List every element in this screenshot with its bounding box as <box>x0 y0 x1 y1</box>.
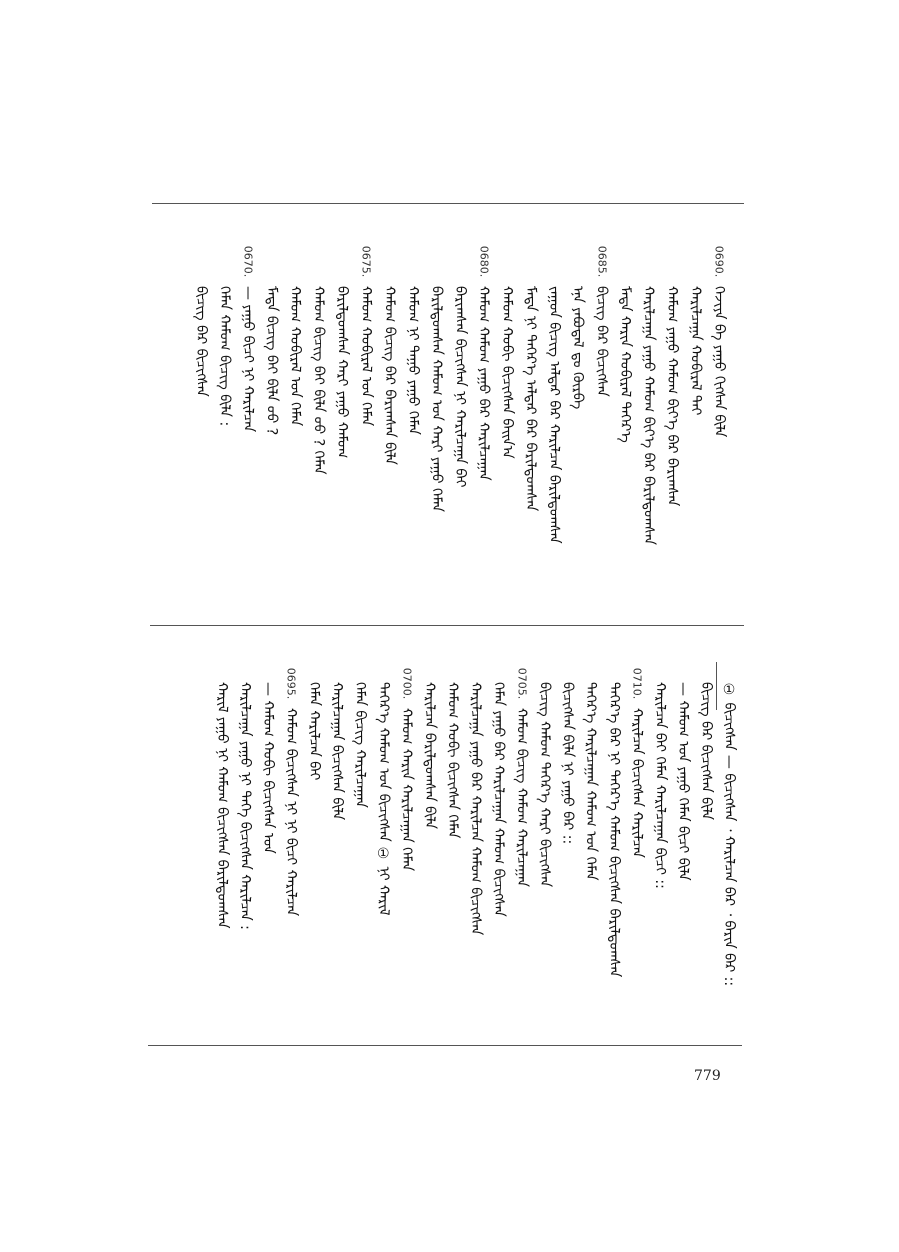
line-text: ᠮᠡᠳᠡ ᠪᠢᠴᠢᠭ ᠪᠠᠢ ᠪᠢᠯᠡ ᠦᠦ ? <box>263 286 280 436</box>
line-text: ᠬᠡᠮᠡᠨ ᠪᠢᠴᠢᠭ ᠬᠠᠷᠢᠯᠴᠠᠭᠠᠨ <box>352 682 369 808</box>
line-text: ᠬᠡᠮᠡᠨ ᠶᠠᠭᠤ ᠪᠡᠷ ᠬᠠᠷᠢᠯᠴᠠᠭᠠᠨ ᠬᠠᠮᠤᠭ ᠪᠢᠴᠢᠭᠰᠡᠨ <box>490 682 507 917</box>
line-text: ᠪᠠᠷᠢᠭᠰᠠᠨ ᠪᠢᠴᠢᠭᠰᠡᠨ ᠨᠢ ᠬᠠᠷᠢᠯᠴᠠᠭᠠ ᠪᠠᠢ <box>451 286 468 488</box>
line-number: 0690. <box>712 245 726 277</box>
line-text: ᠪᠢᠴᠢᠭ ᠬᠠᠮᠤᠭ ᠳᠡᠭᠡᠷ᠎ᠡ ᠬᠠᠷᠢ ᠪᠢᠴᠢᠭᠰᠡᠨ <box>536 682 553 888</box>
line-text: ᠬᠠᠮᠤᠭ ᠬᠠᠮᠤᠭ ᠶᠠᠭᠤ ᠪᠡᠷ ᠬᠠᠷᠢᠯᠴᠠᠭᠠᠨ <box>475 286 492 481</box>
line-text: ᠬᠠᠷᠢᠯᠴᠠᠭᠠ ᠬᠤᠪᠢᠷᠠᠯ ᠲᠠᠢ <box>687 286 704 416</box>
line-text: ᠬᠠᠷᠢᠯᠴᠠᠨ ᠪᠠᠷᠢᠯᠳᠤᠭᠰᠠᠨ ᠪᠢᠯᠡ <box>421 682 438 829</box>
line-text: — ᠬᠠᠮᠤᠭ ᠬᠤᠪᠢ ᠪᠢᠴᠢᠭᠰᠡᠨ ᠤᠨ <box>260 682 276 854</box>
line-text: ᠬᠠᠷᠢᠯ ᠶᠠᠭᠤ ᠨᠢ ᠬᠠᠮᠤᠭ ᠪᠢᠴᠢᠭᠰᠡᠨ ᠪᠠᠷᠢᠯᠳᠤᠭᠰᠠᠨ <box>213 682 230 929</box>
line-number: 0685. <box>594 245 608 277</box>
line-text: ᠬᠠᠮᠤᠭ ᠶᠠᠭᠤ ᠬᠠᠮᠤᠭ ᠪᠢᠶ᠎ᠡ ᠪᠡᠷ ᠪᠠᠷᠢᠭᠰᠠᠨ <box>663 286 680 507</box>
line-text: ᠪᠢᠴᠢᠭ ᠪᠡᠷ ᠪᠢᠴᠢᠭᠰᠡᠨ <box>593 286 610 397</box>
line-text: ᠬᠠᠮᠤᠭ ᠨᠢ ᠳᠠᠭᠤ ᠶᠠᠭᠤ ᠬᠡᠮᠡᠨ <box>404 286 421 435</box>
line-text: ᠬᠠᠷᠢᠯᠴᠠᠨ ᠪᠢᠴᠢᠭᠰᠡᠨ ᠬᠠᠷᠢᠯᠴᠠᠨ <box>628 708 645 858</box>
line-text: — ᠶᠠᠭᠤ ᠪᠢᠴᠢ ᠨᠢ ᠬᠠᠷᠢᠯᠴᠠᠨ <box>240 286 256 433</box>
page-number: 779 <box>694 1068 721 1084</box>
line-text: ᠬᠠᠷᠢᠯᠴᠠᠭᠠ ᠶᠠᠭᠤ ᠨᠢ ᠳᠡᠭᠡ ᠪᠢᠴᠢᠭᠰᠡᠨ ᠬᠠᠷᠢᠯᠴᠠᠨ : <box>236 682 253 930</box>
line-text: ᠬᠠᠮᠤᠭ ᠬᠤᠪᠢᠷᠠᠯ ᠤᠨ ᠬᠡᠮᠡᠨ <box>357 286 374 427</box>
line-text: ᠬᠡᠮᠡᠨ ᠬᠠᠮᠤᠭ ᠪᠢᠴᠢᠭ ᠪᠢᠯᠡ : <box>216 286 233 427</box>
line-text: ᠬᠠᠮᠤᠭ ᠬᠤᠪᠢᠷᠠᠯ ᠤᠨ ᠬᠡᠮᠡᠨ <box>287 286 304 427</box>
line-text: ᠬᠠᠮᠤᠭ ᠪᠢᠴᠢᠭ ᠪᠠᠢ ᠪᠢᠯᠡ ᠦᠦ ? ᠬᠡᠮᠡᠨ <box>310 286 327 475</box>
line-text: ᠬᠠᠮᠤᠭ ᠬᠠᠷᠢᠨ ᠬᠠᠷᠢᠯᠴᠠᠭᠠᠨ ᠬᠡᠮᠡᠨ <box>398 708 415 872</box>
line-number: 0670. <box>241 245 255 277</box>
line-text: ᠳᠡᠭᠡᠷ᠎ᠡ ᠬᠠᠷᠢᠯᠴᠠᠭᠠᠨ ᠬᠠᠮᠤᠭ ᠤᠨ ᠬᠡᠮᠡᠨ <box>582 682 599 881</box>
line-text: ᠬᠡᠵᠢᠶᠡ ᠪᠡ ᠶᠠᠭᠤ ᠬᠢᠭᠰᠡᠨ ᠪᠢᠯᠡ <box>711 286 727 438</box>
line-number: 0695. <box>284 667 298 699</box>
line-text: ᠮᠡᠳᠡ ᠨᠢ ᠳᠡᠭᠡᠷ᠎ᠡ ᠠᠯᠳᠠᠷ ᠪᠡᠷ ᠪᠠᠷᠢᠯᠳᠤᠭᠰᠠᠨ <box>522 286 539 512</box>
line-text: — ᠬᠠᠮᠤᠭ ᠤᠨ ᠶᠠᠭᠤ ᠬᠡᠮᠡᠨ ᠪᠢᠴᠢ ᠪᠢᠯᠡ <box>674 682 691 881</box>
line-text: ᠬᠠᠮᠤᠭ ᠬᠤᠪᠢ ᠪᠢᠴᠢᠭᠰᠡᠨ ᠬᠡᠮᠡᠨ <box>444 682 461 839</box>
line-text: ᠬᠠᠷᠢᠯᠴᠠᠨ ᠪᠠᠢ ᠬᠡᠮᠡᠨ ᠬᠠᠷᠢᠯᠴᠠᠭᠠᠨ ᠪᠢᠴᠢ :: <box>651 682 668 889</box>
line-text: ᠳᠡᠭᠡᠷ᠎ᠡ ᠬᠠᠮᠤᠭ ᠤᠨ ᠪᠢᠴᠢᠭᠰᠡᠨ ① ᠨᠢ ᠬᠠᠷᠢᠯ <box>375 682 392 916</box>
line-text: ① ᠪᠢᠴᠢᠭᠰᠡᠨ — ᠪᠢᠴᠢᠭᠰᠡᠨ ᠂ ᠬᠠᠷᠢᠯᠴᠠᠨ ᠪᠡᠷ ᠂ ᠪᠠᠷᠢᠨ ᠪᠡᠷ :: <box>721 682 737 987</box>
line-number: 0705. <box>515 667 529 699</box>
line-text: ᠡᠨᠡ ᠶᠠᠪᠤᠳᠠᠯ ᠳᠤ ᠬᠦᠷᠪᠡ <box>569 286 586 410</box>
line-text: ᠵᠠᠭᠤᠨ ᠪᠢᠴᠢᠭ ᠠᠯᠳᠠᠷ ᠪᠡᠷ ᠬᠠᠷᠢᠯᠴᠠᠨ ᠪᠠᠷᠢᠯᠳᠤᠭᠰᠠᠨ <box>546 286 563 544</box>
line-number: 0700. <box>399 667 413 699</box>
line-text: ᠪᠢᠴᠢᠭ ᠪᠡᠷ ᠪᠢᠴᠢᠭᠰᠡᠨ <box>192 286 209 397</box>
line-number: 0680. <box>477 245 490 277</box>
footnote-separator <box>716 662 717 710</box>
line-number: 0710. <box>630 667 644 699</box>
line-text: ᠬᠠᠮᠤᠭ ᠪᠢᠴᠢᠭᠰᠡᠨ ᠨᠢ ᠨᠢ ᠪᠢᠴᠢ ᠬᠠᠷᠢᠯᠴᠠᠨ <box>283 708 300 917</box>
line-text: ᠬᠡᠮᠡᠨ ᠬᠠᠷᠢᠯᠴᠠᠨ ᠪᠠᠢ <box>306 682 323 781</box>
line-text: ᠬᠠᠷᠢᠯᠴᠠᠭᠠ ᠶᠠᠭᠤ ᠪᠡᠷ ᠬᠠᠷᠢᠯᠴᠠᠨ ᠬᠠᠮᠤᠭ ᠪᠢᠴᠢᠭᠰᠡᠨ <box>467 682 484 936</box>
line-text: ᠮᠡᠳᠡ ᠬᠠᠷᠢᠨ ᠬᠤᠪᠢᠷᠠᠯ ᠳᠡᠭᠡᠷ᠎ᠡ <box>616 286 633 443</box>
rule-bottom <box>148 1045 742 1046</box>
line-text: ᠪᠢᠴᠢᠭ ᠪᠡᠷ ᠪᠢᠴᠢᠭᠰᠡᠨ ᠪᠢᠯᠡ <box>697 682 714 820</box>
line-text: ᠪᠢᠴᠢᠭᠰᠡᠨ ᠪᠢᠯᠡ ᠨᠢ ᠶᠠᠭᠤ ᠪᠡᠷ :: <box>559 682 576 845</box>
line-text: ᠬᠠᠷᠢᠯᠴᠠᠭᠠ ᠶᠠᠭᠤ ᠬᠠᠮᠤᠭ ᠪᠢᠶ᠎ᠡ ᠪᠡᠷ ᠪᠠᠷᠢᠯᠳᠤᠭᠰᠠᠨ <box>640 286 657 545</box>
line-text: ᠪᠠᠷᠢᠯᠳᠤᠭᠰᠠᠨ ᠬᠠᠮᠤᠭ ᠤᠨ ᠬᠠᠷᠢ ᠶᠠᠭᠤ ᠬᠡᠮᠡᠨ <box>428 286 445 512</box>
rule-top <box>152 203 744 204</box>
line-text: ᠬᠠᠮᠤᠭ ᠬᠤᠪᠢ ᠪᠢᠴᠢᠭᠰᠡᠨ ᠪᠠᠢᠨ᠎ᠠ <box>499 286 516 459</box>
line-text: ᠪᠠᠷᠢᠯᠳᠤᠭᠰᠠᠨ ᠬᠠᠷᠢ ᠶᠠᠭᠤ ᠬᠠᠮᠤᠭ <box>334 286 351 459</box>
line-text: ᠬᠠᠷᠢᠯᠴᠠᠭᠠᠨ ᠪᠢᠴᠢᠭᠰᠡᠨ ᠪᠢᠯᠡ <box>329 682 346 821</box>
line-text: ᠳᠡᠭᠡᠷ᠎ᠡ ᠪᠡᠷ ᠨᠢ ᠳᠡᠭᠡᠷ᠎ᠡ ᠬᠠᠮᠤᠭ ᠪᠢᠴᠢᠭᠰᠡᠨ ᠪᠠᠷᠢᠯᠳᠤᠭᠰᠠᠨ <box>605 682 622 978</box>
line-text: ᠬᠠᠮᠤᠭ ᠪᠢᠴᠢᠭ ᠪᠡᠷ ᠪᠠᠷᠢᠭᠰᠠᠨ ᠪᠢᠯᠡ <box>381 286 398 465</box>
line-text: ᠬᠠᠮᠤᠭ ᠪᠢᠴᠢᠭ ᠬᠠᠮᠤᠭ ᠬᠠᠷᠢᠯᠴᠠᠭᠠᠨ <box>513 708 530 887</box>
line-number: 0675. <box>359 245 373 277</box>
rule-middle <box>150 625 744 626</box>
